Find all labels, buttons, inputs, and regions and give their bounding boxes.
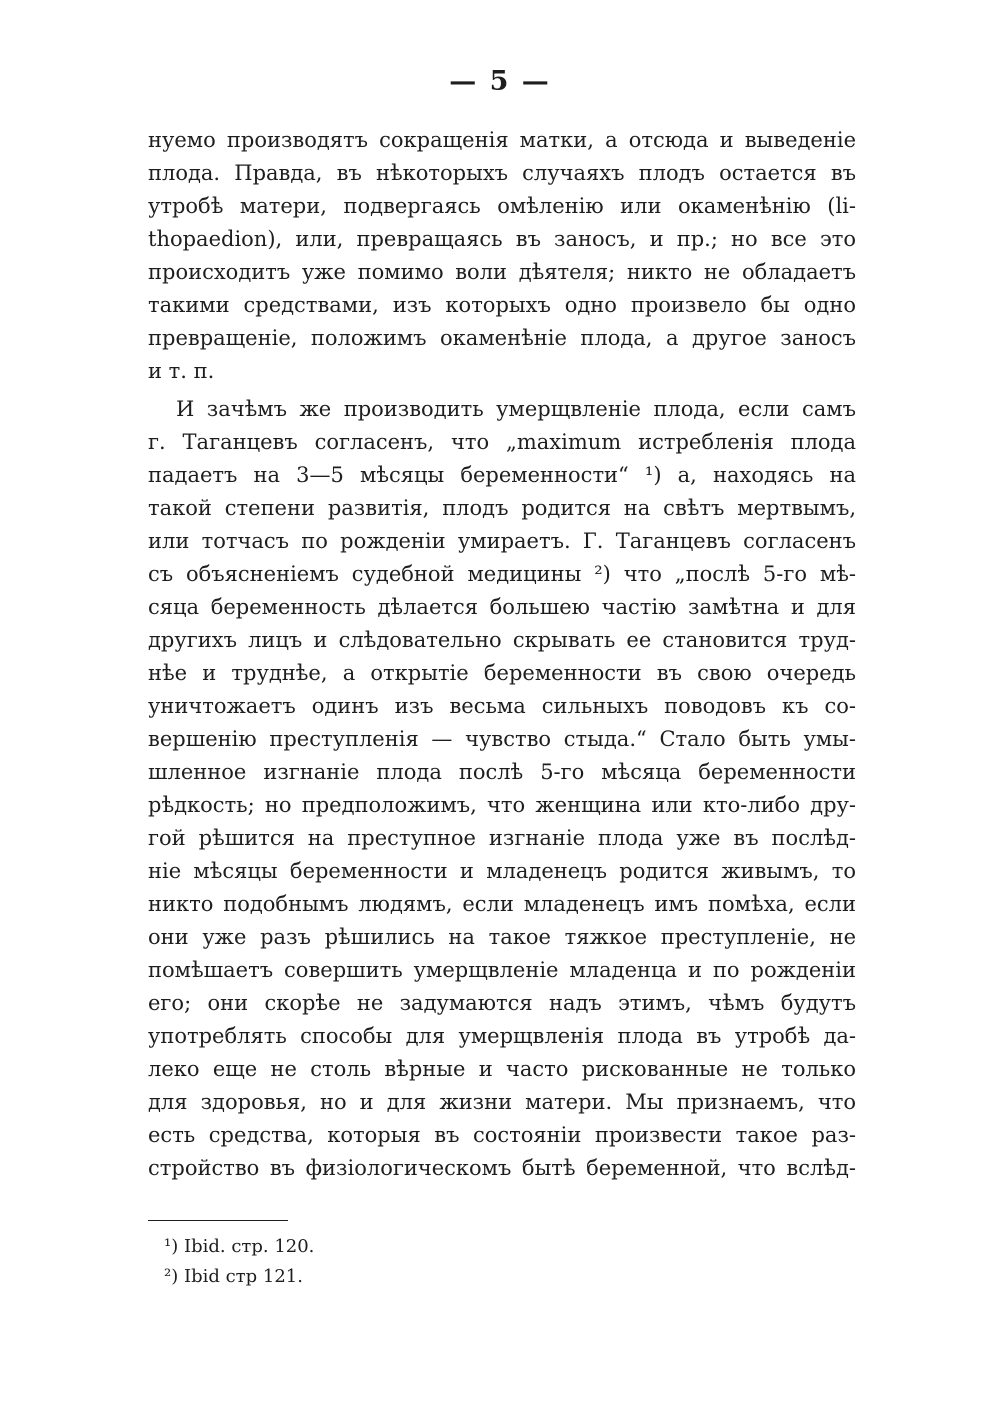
text-line: нѣе и труднѣе, а открытіе беременности въ свою очередь xyxy=(148,661,856,685)
text-line: рѣдкость; но предположимъ, что женщина или кто-либо дру- xyxy=(148,793,856,817)
text-line: помѣшаетъ совершить умерщвленіе младенца и по рожденіи xyxy=(148,958,856,982)
text-line: уничтожаетъ одинъ изъ весьма сильныхъ поводовъ къ со- xyxy=(148,694,856,718)
text-line: стройство въ физіологическомъ бытѣ беременной, что вслѣд- xyxy=(148,1156,856,1180)
text-line: другихъ лицъ и слѣдовательно скрывать ее становится труд- xyxy=(148,628,856,652)
text-line: такой степени развитія, плодъ родится на свѣтъ мертвымъ, xyxy=(148,496,856,520)
text-line: нуемо производятъ сокращенія матки, а отсюда и выведеніе xyxy=(148,128,856,152)
text-line: шленное изгнаніе плода послѣ 5-го мѣсяца беременности xyxy=(148,760,856,784)
page-number: — 5 — xyxy=(449,66,551,97)
footnote-1: ¹) Ibid. стр. 120. xyxy=(164,1236,315,1257)
text-line: и т. п. xyxy=(148,359,215,383)
text-line: такими средствами, изъ которыхъ одно произвело бы одно xyxy=(148,293,856,317)
text-line: thopaedion), или, превращаясь въ заносъ, и пр.; но все это xyxy=(148,227,856,251)
text-line: для здоровья, но и для жизни матери. Мы признаемъ, что xyxy=(148,1090,856,1114)
text-line: сяца беременность дѣлается большею частію замѣтна и для xyxy=(148,595,856,619)
text-line: вершенію преступленія — чувство стыда.“ Стало быть умы- xyxy=(148,727,856,751)
footnote-2: ²) Ibid стр 121. xyxy=(164,1266,303,1287)
text-line: они уже разъ рѣшились на такое тяжкое преступленіе, не xyxy=(148,925,856,949)
text-line: никто подобнымъ людямъ, если младенецъ имъ помѣха, если xyxy=(148,892,856,916)
text-line: И зачѣмъ же производить умерщвленіе плода, если самъ xyxy=(176,397,856,421)
text-line: или тотчасъ по рожденіи умираетъ. Г. Таганцевъ согласенъ xyxy=(148,529,856,553)
text-line: утробѣ матери, подвергаясь омѣленію или окаменѣнію (li- xyxy=(148,194,856,218)
text-line: происходитъ уже помимо воли дѣятеля; никто не обладаетъ xyxy=(148,260,856,284)
text-line: превращеніе, положимъ окаменѣніе плода, а другое заносъ xyxy=(148,326,856,350)
text-line: употреблять способы для умерщвленія плода въ утробѣ да- xyxy=(148,1024,856,1048)
text-line: падаетъ на 3—5 мѣсяцы беременности“ ¹) а, находясь на xyxy=(148,463,856,487)
text-line: гой рѣшится на преступное изгнаніе плода уже въ послѣд- xyxy=(148,826,856,850)
text-line: г. Таганцевъ согласенъ, что „maximum истребленія плода xyxy=(148,430,856,454)
text-line: съ объясненіемъ судебной медицины ²) что „послѣ 5-го мѣ- xyxy=(148,562,856,586)
text-line: его; они скорѣе не задумаются надъ этимъ, чѣмъ будутъ xyxy=(148,991,856,1015)
text-line: леко еще не столь вѣрные и часто рискованные не только xyxy=(148,1057,856,1081)
footnote-divider xyxy=(148,1220,288,1221)
text-line: ніе мѣсяцы беременности и младенецъ родится живымъ, то xyxy=(148,859,856,883)
text-line: плода. Правда, въ нѣкоторыхъ случаяхъ плодъ остается въ xyxy=(148,161,856,185)
text-line: есть средства, которыя въ состояніи произвести такое раз- xyxy=(148,1123,856,1147)
